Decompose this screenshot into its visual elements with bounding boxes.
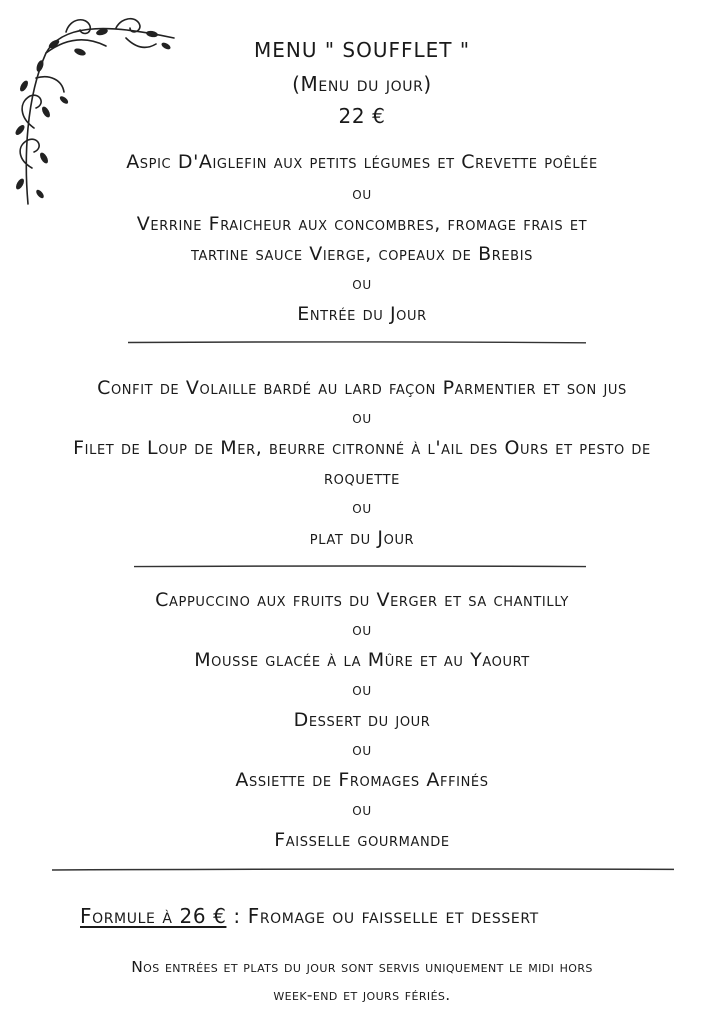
plat-item: Confit de Volaille bardé au lard façon Parmentier et son jus [97, 377, 627, 399]
menu-subtitle: (Menu du jour) [292, 72, 432, 96]
or-separator: ou [352, 408, 372, 428]
or-separator: ou [352, 274, 372, 294]
formule-separator: : [226, 904, 248, 928]
or-separator: ou [352, 680, 372, 700]
or-separator: ou [352, 498, 372, 518]
entree-item: Aspic D'Aiglefin aux petits légumes et Crevette poêlée [126, 151, 598, 173]
dessert-item: Assiette de Fromages Affinés [235, 769, 489, 791]
or-separator: ou [352, 800, 372, 820]
dessert-item: Faisselle gourmande [274, 829, 450, 851]
availability-note-continued: week-end et jours fériés. [273, 986, 451, 1004]
section-divider [134, 565, 586, 568]
formule-text: Fromage ou faisselle et dessert [247, 904, 539, 928]
menu-title: MENU " SOUFFLET " [253, 38, 471, 62]
menu-price: 22 € [338, 104, 386, 128]
entree-item: Verrine Fraicheur aux concombres, fromage frais et [136, 213, 588, 235]
section-divider [128, 341, 586, 344]
dessert-item: Cappuccino aux fruits du Verger et sa chantilly [155, 589, 569, 611]
formule-label: Formule à 26 € [80, 904, 227, 928]
dessert-item: Dessert du jour [293, 709, 431, 731]
dessert-item: Mousse glacée à la Mûre et au Yaourt [194, 649, 530, 671]
plat-item: plat du Jour [309, 527, 415, 549]
section-divider [52, 868, 674, 871]
or-separator: ou [352, 740, 372, 760]
availability-note: Nos entrées et plats du jour sont servis uniquement le midi hors [131, 958, 593, 976]
plat-item: Filet de Loup de Mer, beurre citronné à l'ail des Ours et pesto de [73, 437, 651, 459]
or-separator: ou [352, 184, 372, 204]
formule-line [80, 904, 680, 928]
entree-item-continued: tartine sauce Vierge, copeaux de Brebis [190, 243, 533, 265]
plat-item-continued: roquette [324, 467, 400, 489]
or-separator: ou [352, 620, 372, 640]
entree-item: Entrée du Jour [297, 303, 427, 325]
